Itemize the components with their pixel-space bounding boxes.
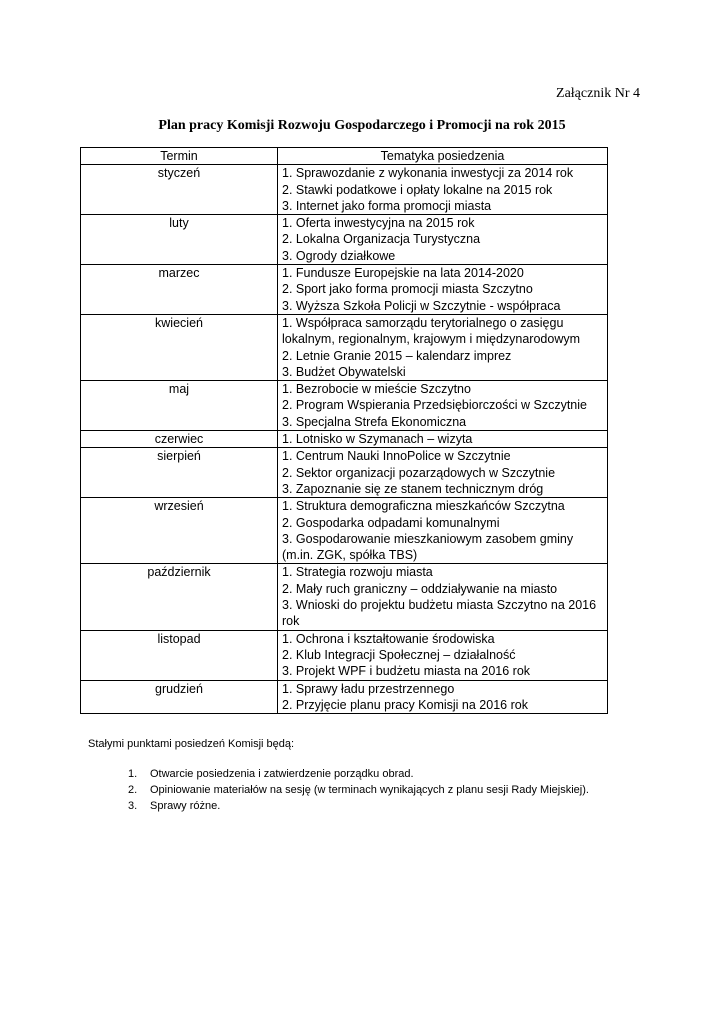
standing-items-list <box>128 766 589 814</box>
term-cell: sierpień <box>81 448 278 498</box>
topic-line: 3. Internet jako forma promocji miasta <box>282 198 492 213</box>
term-cell: marzec <box>81 265 278 315</box>
list-item-number: 1. <box>128 768 138 780</box>
topic-line: 3. Specjalna Strefa Ekonomiczna <box>282 414 467 429</box>
table-row <box>81 265 608 315</box>
topics-cell <box>278 381 608 431</box>
topics-cell <box>278 314 608 380</box>
topic-line: 2. Sektor organizacji pozarządowych w Szczytnie <box>282 465 556 480</box>
table-header-row <box>81 148 608 165</box>
topic-line: 2. Klub Integracji Społecznej – działalność <box>282 647 516 662</box>
topic-line: 2. Gospodarka odpadami komunalnymi <box>282 515 500 530</box>
topic-line: 2. Program Wspierania Przedsiębiorczości w Szczytnie <box>282 398 587 413</box>
term-cell: luty <box>81 215 278 265</box>
table-row <box>81 215 608 265</box>
term-cell: październik <box>81 564 278 630</box>
topic-line: 1. Strategia rozwoju miasta <box>282 565 433 580</box>
topic-line: (m.in. ZGK, spółka TBS) <box>282 548 418 563</box>
list-item-number: 3. <box>128 800 138 812</box>
topic-line: 1. Centrum Nauki InnoPolice w Szczytnie <box>282 449 511 464</box>
topic-line: 1. Bezrobocie w mieście Szczytno <box>282 382 471 397</box>
term-cell: styczeń <box>81 165 278 215</box>
topic-line: 2. Stawki podatkowe i opłaty lokalne na 2015 rok <box>282 182 553 197</box>
column-header-term: Termin <box>81 148 278 165</box>
table-row <box>81 680 608 714</box>
topics-cell <box>278 431 608 448</box>
topic-line: 1. Struktura demograficzna mieszkańców Szczytna <box>282 499 565 514</box>
term-cell: czerwiec <box>81 431 278 448</box>
topic-line: 1. Fundusze Europejskie na lata 2014-2020 <box>282 266 524 281</box>
topic-line: 1. Oferta inwestycyjna na 2015 rok <box>282 216 475 231</box>
term-cell: kwiecień <box>81 314 278 380</box>
list-item <box>128 798 589 814</box>
table-row <box>81 431 608 448</box>
list-item-text: Otwarcie posiedzenia i zatwierdzenie porządku obrad. <box>150 768 414 780</box>
topics-cell <box>278 265 608 315</box>
topic-line: 3. Wnioski do projektu budżetu miasta Szczytno na 2016 <box>282 598 597 613</box>
list-item <box>128 782 589 798</box>
topic-line: 2. Mały ruch graniczny – oddziaływanie na miasto <box>282 581 558 596</box>
topic-line: 1. Lotnisko w Szymanach – wizyta <box>282 432 473 447</box>
column-header-topics: Tematyka posiedzenia <box>278 148 608 165</box>
list-item-text: Opiniowanie materiałów na sesję (w terminach wynikających z planu sesji Rady Miejskiej). <box>150 784 589 796</box>
table-row <box>81 381 608 431</box>
topic-line: 3. Gospodarowanie mieszkaniowym zasobem gminy <box>282 531 574 546</box>
topic-line: 1. Współpraca samorządu terytorialnego o zasięgu <box>282 315 564 330</box>
list-item <box>128 766 589 782</box>
topic-line: 2. Lokalna Organizacja Turystyczna <box>282 232 481 247</box>
table-body <box>81 165 608 714</box>
attachment-label: Załącznik Nr 4 <box>556 86 640 101</box>
table-row <box>81 314 608 380</box>
table-row <box>81 165 608 215</box>
topic-line: 1. Sprawozdanie z wykonania inwestycji za 2014 rok <box>282 166 574 181</box>
term-cell: grudzień <box>81 680 278 714</box>
standing-items-intro: Stałymi punktami posiedzeń Komisji będą: <box>88 738 295 750</box>
list-item-number: 2. <box>128 784 138 796</box>
topic-line: 1. Sprawy ładu przestrzennego <box>282 681 455 696</box>
table-row <box>81 630 608 680</box>
page-title: Plan pracy Komisji Rozwoju Gospodarczego i Promocji na rok 2015 <box>158 118 566 133</box>
topic-line: 3. Ogrody działkowe <box>282 248 396 263</box>
table-row <box>81 498 608 564</box>
term-cell: wrzesień <box>81 498 278 564</box>
topic-line: 3. Projekt WPF i budżetu miasta na 2016 rok <box>282 664 531 679</box>
topic-line: lokalnym, regionalnym, krajowym i międzynarodowym <box>282 332 581 347</box>
term-cell: listopad <box>81 630 278 680</box>
topic-line: 1. Ochrona i kształtowanie środowiska <box>282 631 495 646</box>
topic-line: 2. Przyjęcie planu pracy Komisji na 2016 rok <box>282 697 528 712</box>
plan-table <box>80 147 608 714</box>
topics-cell <box>278 630 608 680</box>
topic-line: rok <box>282 614 300 629</box>
topics-cell <box>278 564 608 630</box>
table-row <box>81 564 608 630</box>
topic-line: 3. Budżet Obywatelski <box>282 364 406 379</box>
term-cell: maj <box>81 381 278 431</box>
topics-cell <box>278 165 608 215</box>
list-item-text: Sprawy różne. <box>150 800 221 812</box>
topics-cell <box>278 448 608 498</box>
topic-line: 2. Letnie Granie 2015 – kalendarz imprez <box>282 348 512 363</box>
table-row <box>81 448 608 498</box>
topics-cell <box>278 498 608 564</box>
topic-line: 3. Zapoznanie się ze stanem technicznym dróg <box>282 481 544 496</box>
topics-cell <box>278 680 608 714</box>
topic-line: 2. Sport jako forma promocji miasta Szczytno <box>282 282 533 297</box>
topic-line: 3. Wyższa Szkoła Policji w Szczytnie - współpraca <box>282 298 561 313</box>
topics-cell <box>278 215 608 265</box>
